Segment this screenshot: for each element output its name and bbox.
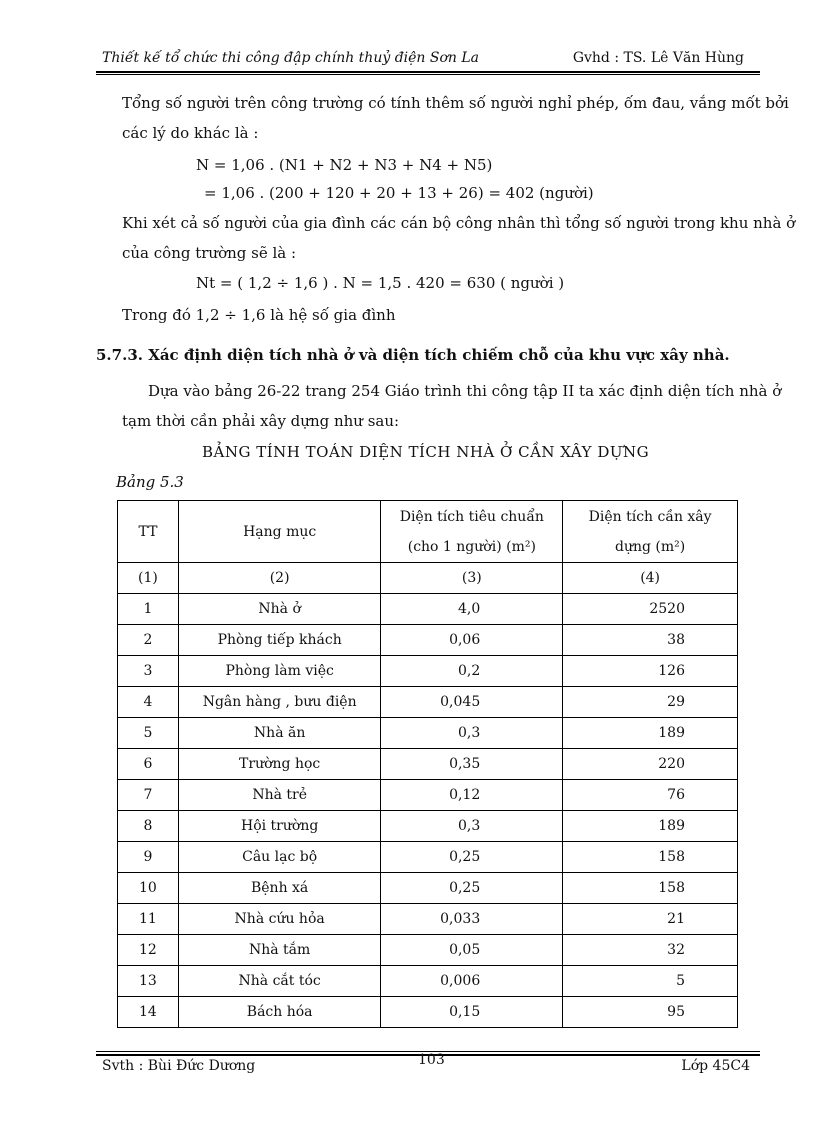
equation-1: N = 1,06 . (N1 + N2 + N3 + N4 + N5) <box>196 156 493 174</box>
header-tt: TT <box>118 501 179 563</box>
table-row <box>118 656 738 687</box>
row-tt: 2 <box>118 625 179 656</box>
header-advisor: Gvhd : TS. Lê Văn Hùng <box>572 50 744 66</box>
paragraph-4-line-1: Dựa vào bảng 26-22 trang 254 Giáo trình thi công tập II ta xác định diện tích nhà ở <box>148 382 782 400</box>
row-item: Nhà tắm <box>178 935 381 966</box>
row-standard-area: 0,2 <box>381 656 563 687</box>
row-item: Bệnh xá <box>178 873 381 904</box>
row-standard-area: 0,006 <box>381 966 563 997</box>
row-tt: 8 <box>118 811 179 842</box>
paragraph-4-line-2: tạm thời cần phải xây dựng như sau: <box>122 412 400 430</box>
row-standard-area: 0,25 <box>381 873 563 904</box>
paragraph-1-line-1: Tổng số người trên công trường có tính thêm số người nghỉ phép, ốm đau, vắng mốt bởi <box>122 94 789 112</box>
table-row <box>118 904 738 935</box>
header-required-area-line-1: Diện tích cần xây <box>588 508 712 525</box>
table-title: BẢNG TÍNH TOÁN DIỆN TÍCH NHÀ Ở CẦN XÂY DỰNG <box>202 443 650 461</box>
row-tt: 14 <box>118 997 179 1028</box>
row-standard-area: 0,15 <box>381 997 563 1028</box>
footer-class: Lớp 45C4 <box>681 1058 750 1074</box>
header-standard-area <box>381 501 563 563</box>
table-row <box>118 687 738 718</box>
table-row <box>118 625 738 656</box>
table-row <box>118 997 738 1028</box>
row-item: Trường học <box>178 749 381 780</box>
table-row <box>118 780 738 811</box>
section-heading: 5.7.3. Xác định diện tích nhà ở và diện tích chiếm chỗ của khu vực xây nhà. <box>96 346 730 364</box>
header-required-area <box>563 501 738 563</box>
table-row <box>118 966 738 997</box>
row-required-area: 5 <box>563 966 738 997</box>
row-required-area: 76 <box>563 780 738 811</box>
table-row <box>118 718 738 749</box>
index-cell: (2) <box>178 563 381 594</box>
equation-2: = 1,06 . (200 + 120 + 20 + 13 + 26) = 402 (người) <box>204 184 594 202</box>
row-standard-area: 0,3 <box>381 718 563 749</box>
row-tt: 10 <box>118 873 179 904</box>
row-tt: 3 <box>118 656 179 687</box>
row-item: Phòng tiếp khách <box>178 625 381 656</box>
row-required-area: 158 <box>563 842 738 873</box>
page-number: 103 <box>418 1052 445 1068</box>
header-required-area-line-2: dựng (m²) <box>615 538 686 555</box>
row-required-area: 29 <box>563 687 738 718</box>
row-standard-area: 0,25 <box>381 842 563 873</box>
paragraph-1-line-2: các lý do khác là : <box>122 124 259 142</box>
table-row <box>118 935 738 966</box>
row-standard-area: 0,35 <box>381 749 563 780</box>
page-header <box>100 50 760 70</box>
row-standard-area: 0,12 <box>381 780 563 811</box>
row-required-area: 38 <box>563 625 738 656</box>
index-cell: (3) <box>381 563 563 594</box>
row-item: Câu lạc bộ <box>178 842 381 873</box>
row-standard-area: 0,3 <box>381 811 563 842</box>
row-tt: 13 <box>118 966 179 997</box>
row-item: Nhà ở <box>178 594 381 625</box>
row-standard-area: 0,06 <box>381 625 563 656</box>
header-hang-muc: Hạng mục <box>178 501 381 563</box>
index-cell: (1) <box>118 563 179 594</box>
footer-student: Svth : Bùi Đức Dương <box>102 1058 256 1074</box>
row-tt: 7 <box>118 780 179 811</box>
equation-3: Nt = ( 1,2 ÷ 1,6 ) . N = 1,5 . 420 = 630 ( người ) <box>196 274 565 292</box>
index-cell: (4) <box>563 563 738 594</box>
header-rule <box>96 71 760 73</box>
table-row <box>118 873 738 904</box>
row-standard-area: 0,045 <box>381 687 563 718</box>
row-required-area: 158 <box>563 873 738 904</box>
row-item: Nhà trẻ <box>178 780 381 811</box>
row-tt: 9 <box>118 842 179 873</box>
row-standard-area: 0,033 <box>381 904 563 935</box>
row-required-area: 189 <box>563 718 738 749</box>
row-required-area: 189 <box>563 811 738 842</box>
row-item: Hội trường <box>178 811 381 842</box>
row-item: Nhà cắt tóc <box>178 966 381 997</box>
row-standard-area: 4,0 <box>381 594 563 625</box>
header-rule-thin <box>96 74 760 75</box>
row-tt: 4 <box>118 687 179 718</box>
row-item: Nhà ăn <box>178 718 381 749</box>
table-row <box>118 594 738 625</box>
row-required-area: 32 <box>563 935 738 966</box>
paragraph-2-line-1: Khi xét cả số người của gia đình các cán bộ công nhân thì tổng số người trong khu nhà ở <box>122 214 796 232</box>
paragraph-2-line-2: của công trường sẽ là : <box>122 244 297 262</box>
header-standard-area-line-1: Diện tích tiêu chuẩn <box>399 508 544 525</box>
row-standard-area: 0,05 <box>381 935 563 966</box>
row-tt: 6 <box>118 749 179 780</box>
row-item: Phòng làm việc <box>178 656 381 687</box>
row-required-area: 21 <box>563 904 738 935</box>
table-row <box>118 749 738 780</box>
table-header-row <box>118 501 738 563</box>
table-label: Bảng 5.3 <box>116 473 184 491</box>
header-standard-area-line-2: (cho 1 người) (m²) <box>407 538 536 555</box>
index-row <box>118 563 738 594</box>
row-tt: 5 <box>118 718 179 749</box>
row-required-area: 2520 <box>563 594 738 625</box>
paragraph-3: Trong đó 1,2 ÷ 1,6 là hệ số gia đình <box>122 306 396 324</box>
table-row <box>118 842 738 873</box>
row-required-area: 126 <box>563 656 738 687</box>
row-tt: 11 <box>118 904 179 935</box>
table-row <box>118 811 738 842</box>
area-table <box>117 500 738 1028</box>
row-tt: 1 <box>118 594 179 625</box>
row-item: Bách hóa <box>178 997 381 1028</box>
header-title: Thiết kế tổ chức thi công đập chính thuỷ điện Sơn La <box>102 50 480 66</box>
row-tt: 12 <box>118 935 179 966</box>
row-item: Ngân hàng , bưu điện <box>178 687 381 718</box>
row-required-area: 220 <box>563 749 738 780</box>
row-required-area: 95 <box>563 997 738 1028</box>
row-item: Nhà cứu hỏa <box>178 904 381 935</box>
